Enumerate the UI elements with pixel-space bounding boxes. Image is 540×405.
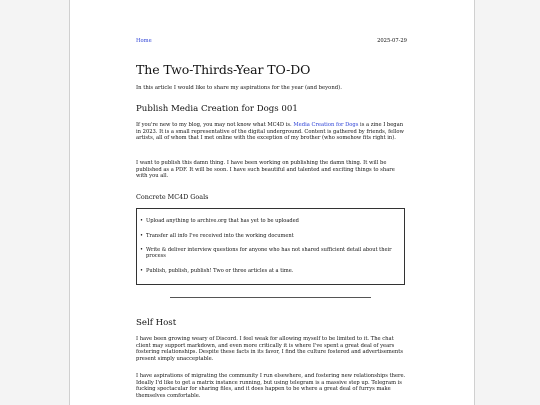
mc4d-paragraph-2: I want to publish this damn thing. I have been working on publishing the damn thing. It will be published as a PDF. It will be soon. I have such beautiful and talented and exciting things to share with you all. [136, 160, 395, 180]
post-date: 2025-07-29 [377, 38, 407, 44]
mc4d-p1-text-a: If you're new to my blog, you may not know what MC4D is. [136, 122, 294, 128]
media-creation-for-dogs-link[interactable]: Media Creation for Dogs [293, 122, 359, 128]
mc4d-paragraph-1 [136, 122, 407, 142]
page-title: The Two-Thirds-Year TO-DO [136, 62, 311, 77]
goals-box [136, 208, 405, 285]
home-link[interactable]: Home [136, 38, 152, 44]
goals-heading: Concrete MC4D Goals [136, 193, 209, 201]
article-page [69, 0, 475, 405]
list-item: • Upload anything to archive.org that has yet to be uploaded [146, 218, 398, 224]
self-host-paragraph-1: I have been growing weary of Discord. I feel weak for allowing myself to be limited to it. The chat client may support markdown, and even more critically it is where I've spent a great deal of years fostering relationships. Despite these facts in its favor, I find the culture fostered and advertisements present simply unacceptable. [136, 336, 403, 362]
mc4d-p1-text-b: is a zine I began in 2023. It is a small representative of the digital underground. Content is gathered by friends, fellow artists, all of whom that I met online with the exception of my brother (who somehow fits right in). [136, 122, 404, 142]
list-item: • Transfer all info I've received into the working document [146, 233, 398, 239]
self-host-paragraph-2: I have aspirations of migrating the community I run elsewhere, and fostering new relationships there. Ideally I'd like to get a matrix instance running, but using telegram is a massive step up. Telegram is fucking spectacular for sharing files, and it does happen to be where a great deal of furrys make themselves comfortable. [136, 373, 406, 399]
intro-text: In this article I would like to share my aspirations for the year (and beyond). [136, 85, 342, 91]
list-item: • Write & deliver interview questions for anyone who has not shared sufficient detail about their process [146, 247, 398, 260]
section-heading-mc4d: Publish Media Creation for Dogs 001 [136, 104, 298, 114]
list-item: • Publish, publish, publish! Two or three articles at a time. [146, 268, 398, 274]
section-divider [170, 297, 371, 298]
section-heading-self-host: Self Host [136, 318, 177, 328]
top-bar [136, 38, 407, 48]
